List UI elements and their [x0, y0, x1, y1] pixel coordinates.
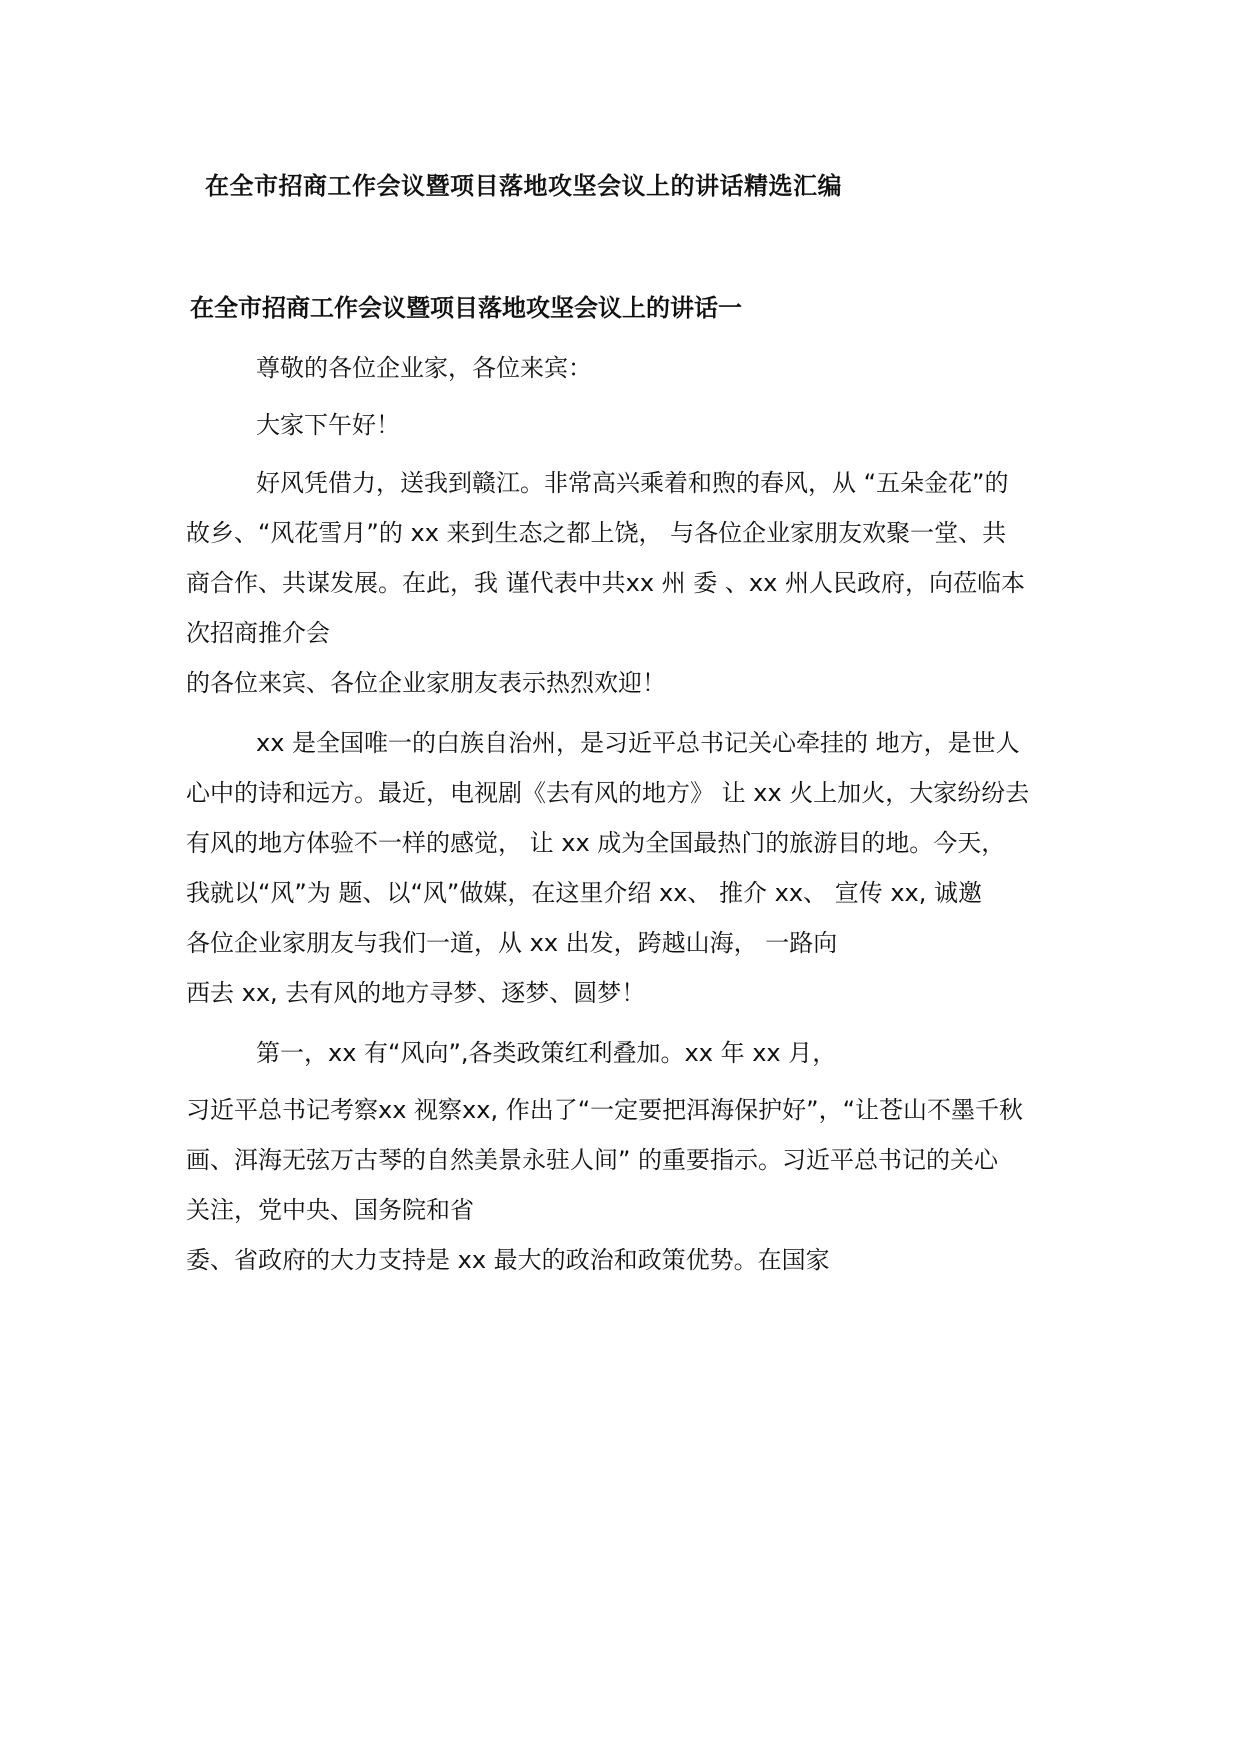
paragraph-line: 关注，党中央、国务院和省: [186, 1196, 474, 1224]
paragraph-line: 委、省政府的大力支持是 xx 最大的政治和政策优势。在国家: [186, 1246, 830, 1274]
salutation-line: 尊敬的各位企业家，各位来宾：: [256, 354, 592, 382]
paragraph-line: 的各位来宾、各位企业家朋友表示热烈欢迎！: [186, 669, 666, 697]
paragraph-line: 各位企业家朋友与我们一道，从 xx 出发，跨越山海， 一路向: [186, 929, 838, 957]
paragraph-line: 第一，xx 有“风向”,各类政策红利叠加。xx 年 xx 月，: [256, 1039, 837, 1067]
paragraph-line: 画、洱海无弦万古琴的自然美景永驻人间” 的重要指示。习近平总书记的关心: [186, 1146, 999, 1174]
speech-heading: 在全市招商工作会议暨项目落地攻坚会议上的讲话一: [190, 294, 742, 322]
greeting-line: 大家下午好！: [256, 411, 400, 439]
paragraph-line: 次招商推介会: [186, 619, 330, 647]
paragraph-line: 有风的地方体验不一样的感觉， 让 xx 成为全国最热门的旅游目的地。今天，: [186, 829, 1006, 857]
paragraph-line: 习近平总书记考察xx 视察xx, 作出了“一定要把洱海保护好”，“让苍山不墨千秋: [186, 1096, 1023, 1124]
paragraph-line: 好风凭借力，送我到赣江。非常高兴乘着和煦的春风，从 “五朵金花”的: [256, 469, 1009, 497]
paragraph-line: 故乡、“风花雪月”的 xx 来到生态之都上饶， 与各位企业家朋友欢聚一堂、共: [186, 519, 1007, 547]
document-title: 在全市招商工作会议暨项目落地攻坚会议上的讲话精选汇编: [205, 172, 842, 200]
paragraph-line: 我就以“风”为 题、以“风”做媒，在这里介绍 xx、 推介 xx、 宣传 xx, 诚邀: [186, 879, 982, 907]
paragraph-line: 心中的诗和远方。最近，电视剧《去有风的地方》 让 xx 火上加火，大家纷纷去: [186, 779, 1030, 807]
paragraph-line: xx 是全国唯一的白族自治州，是习近平总书记关心牵挂的 地方，是世人: [256, 729, 1020, 757]
paragraph-line: 商合作、共谋发展。在此，我 谨代表中共xx 州 委 、xx 州人民政府，向莅临本: [186, 569, 1025, 597]
paragraph-line: 西去 xx, 去有风的地方寻梦、逐梦、圆梦！: [186, 979, 646, 1007]
